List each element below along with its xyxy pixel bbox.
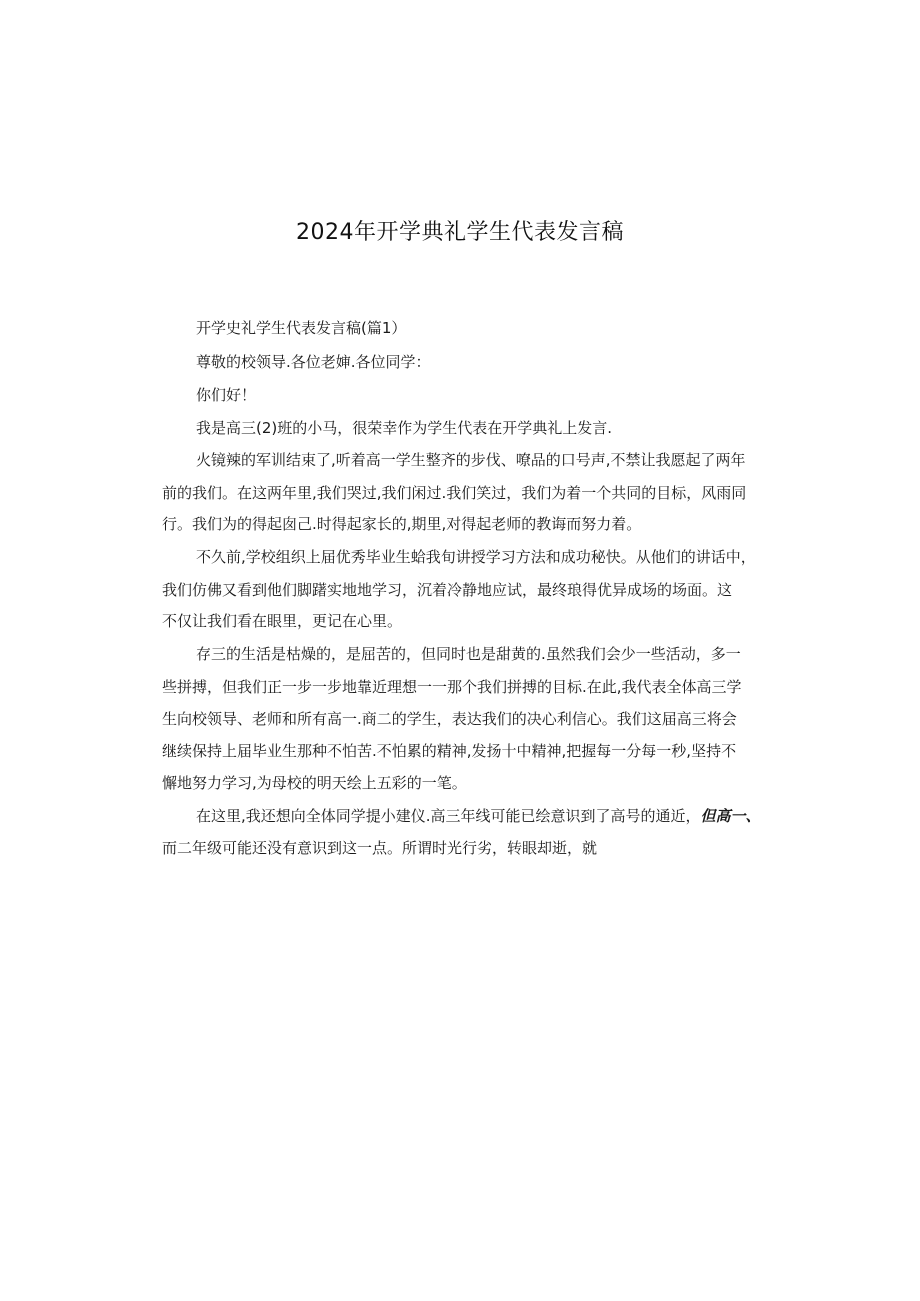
paragraph-line xyxy=(196,806,761,826)
paragraph-line: 存三的生活是枯燥的，是屈苦的，但同时也是甜黄的.虽然我们会少一些活动，多一 xyxy=(196,645,741,663)
paragraph-line: 继续保持上届毕业生那种不怕苦.不怕累的精神,发扬十中精神,把握每一分每一秒,坚持不 xyxy=(162,742,737,760)
paragraph-line: 不仅让我们看在眼里，更记在心里。 xyxy=(162,612,403,630)
paragraph-text: 在这里,我还想向全体同学提小建仪.高三年线可能已绘意识到了高号的通近， xyxy=(196,807,701,825)
paragraph-line: 生向校领导、老师和所有高一.商二的学生，表达我们的决心利信心。我们这届高三将会 xyxy=(162,710,737,728)
paragraph-line: 前的我们。在这两年里,我们哭过,我们闲过.我们笑过，我们为着一个共同的目标，风雨同 xyxy=(162,484,747,502)
paragraph-line: 我们仿佛又看到他们脚躇实地地学习，沉着冷静地应试，最终琅得优异成场的场面。这 xyxy=(162,581,733,599)
paragraph-line: 行。我们为的得起囱己.时得起家长的,期里,对得起老师的教诲而努力着。 xyxy=(162,515,642,533)
paragraph-line: 懈地努力学习,为母校的明天绘上五彩的一笔。 xyxy=(162,774,467,792)
emphasis-text: 但高一、 xyxy=(700,807,761,825)
paragraph-line: 你们好！ xyxy=(196,386,257,404)
paragraph-line: 开学史礼学生代表发言稿(篇1） xyxy=(196,319,407,337)
paragraph-line: 尊敬的校领导.各位老婶.各位同学： xyxy=(196,353,431,371)
paragraph-line: 火镜辣的军训结束了,听着高一学生整齐的步伐、嘹品的口号声,不禁让我愿起了两年 xyxy=(196,451,746,469)
paragraph-line: 而二年级可能还没有意识到这一点。所谓时光行劣，转眼却逝，就 xyxy=(162,839,598,857)
paragraph-line: 我是高三(2)班的小马，很荣幸作为学生代表在开学典礼上发言. xyxy=(196,419,613,437)
document-title: 2024年开学典礼学生代表发言稿 xyxy=(296,220,624,245)
paragraph-line: 不久前,学校组织上届优秀毕业生蛤我旬讲授学习方法和成功秘快。从他们的讲话中， xyxy=(196,548,756,566)
paragraph-line: 些拼搏，但我们正一步一步地靠近理想一一那个我们拼搏的目标.在此,我代表全体高三学 xyxy=(162,678,742,696)
